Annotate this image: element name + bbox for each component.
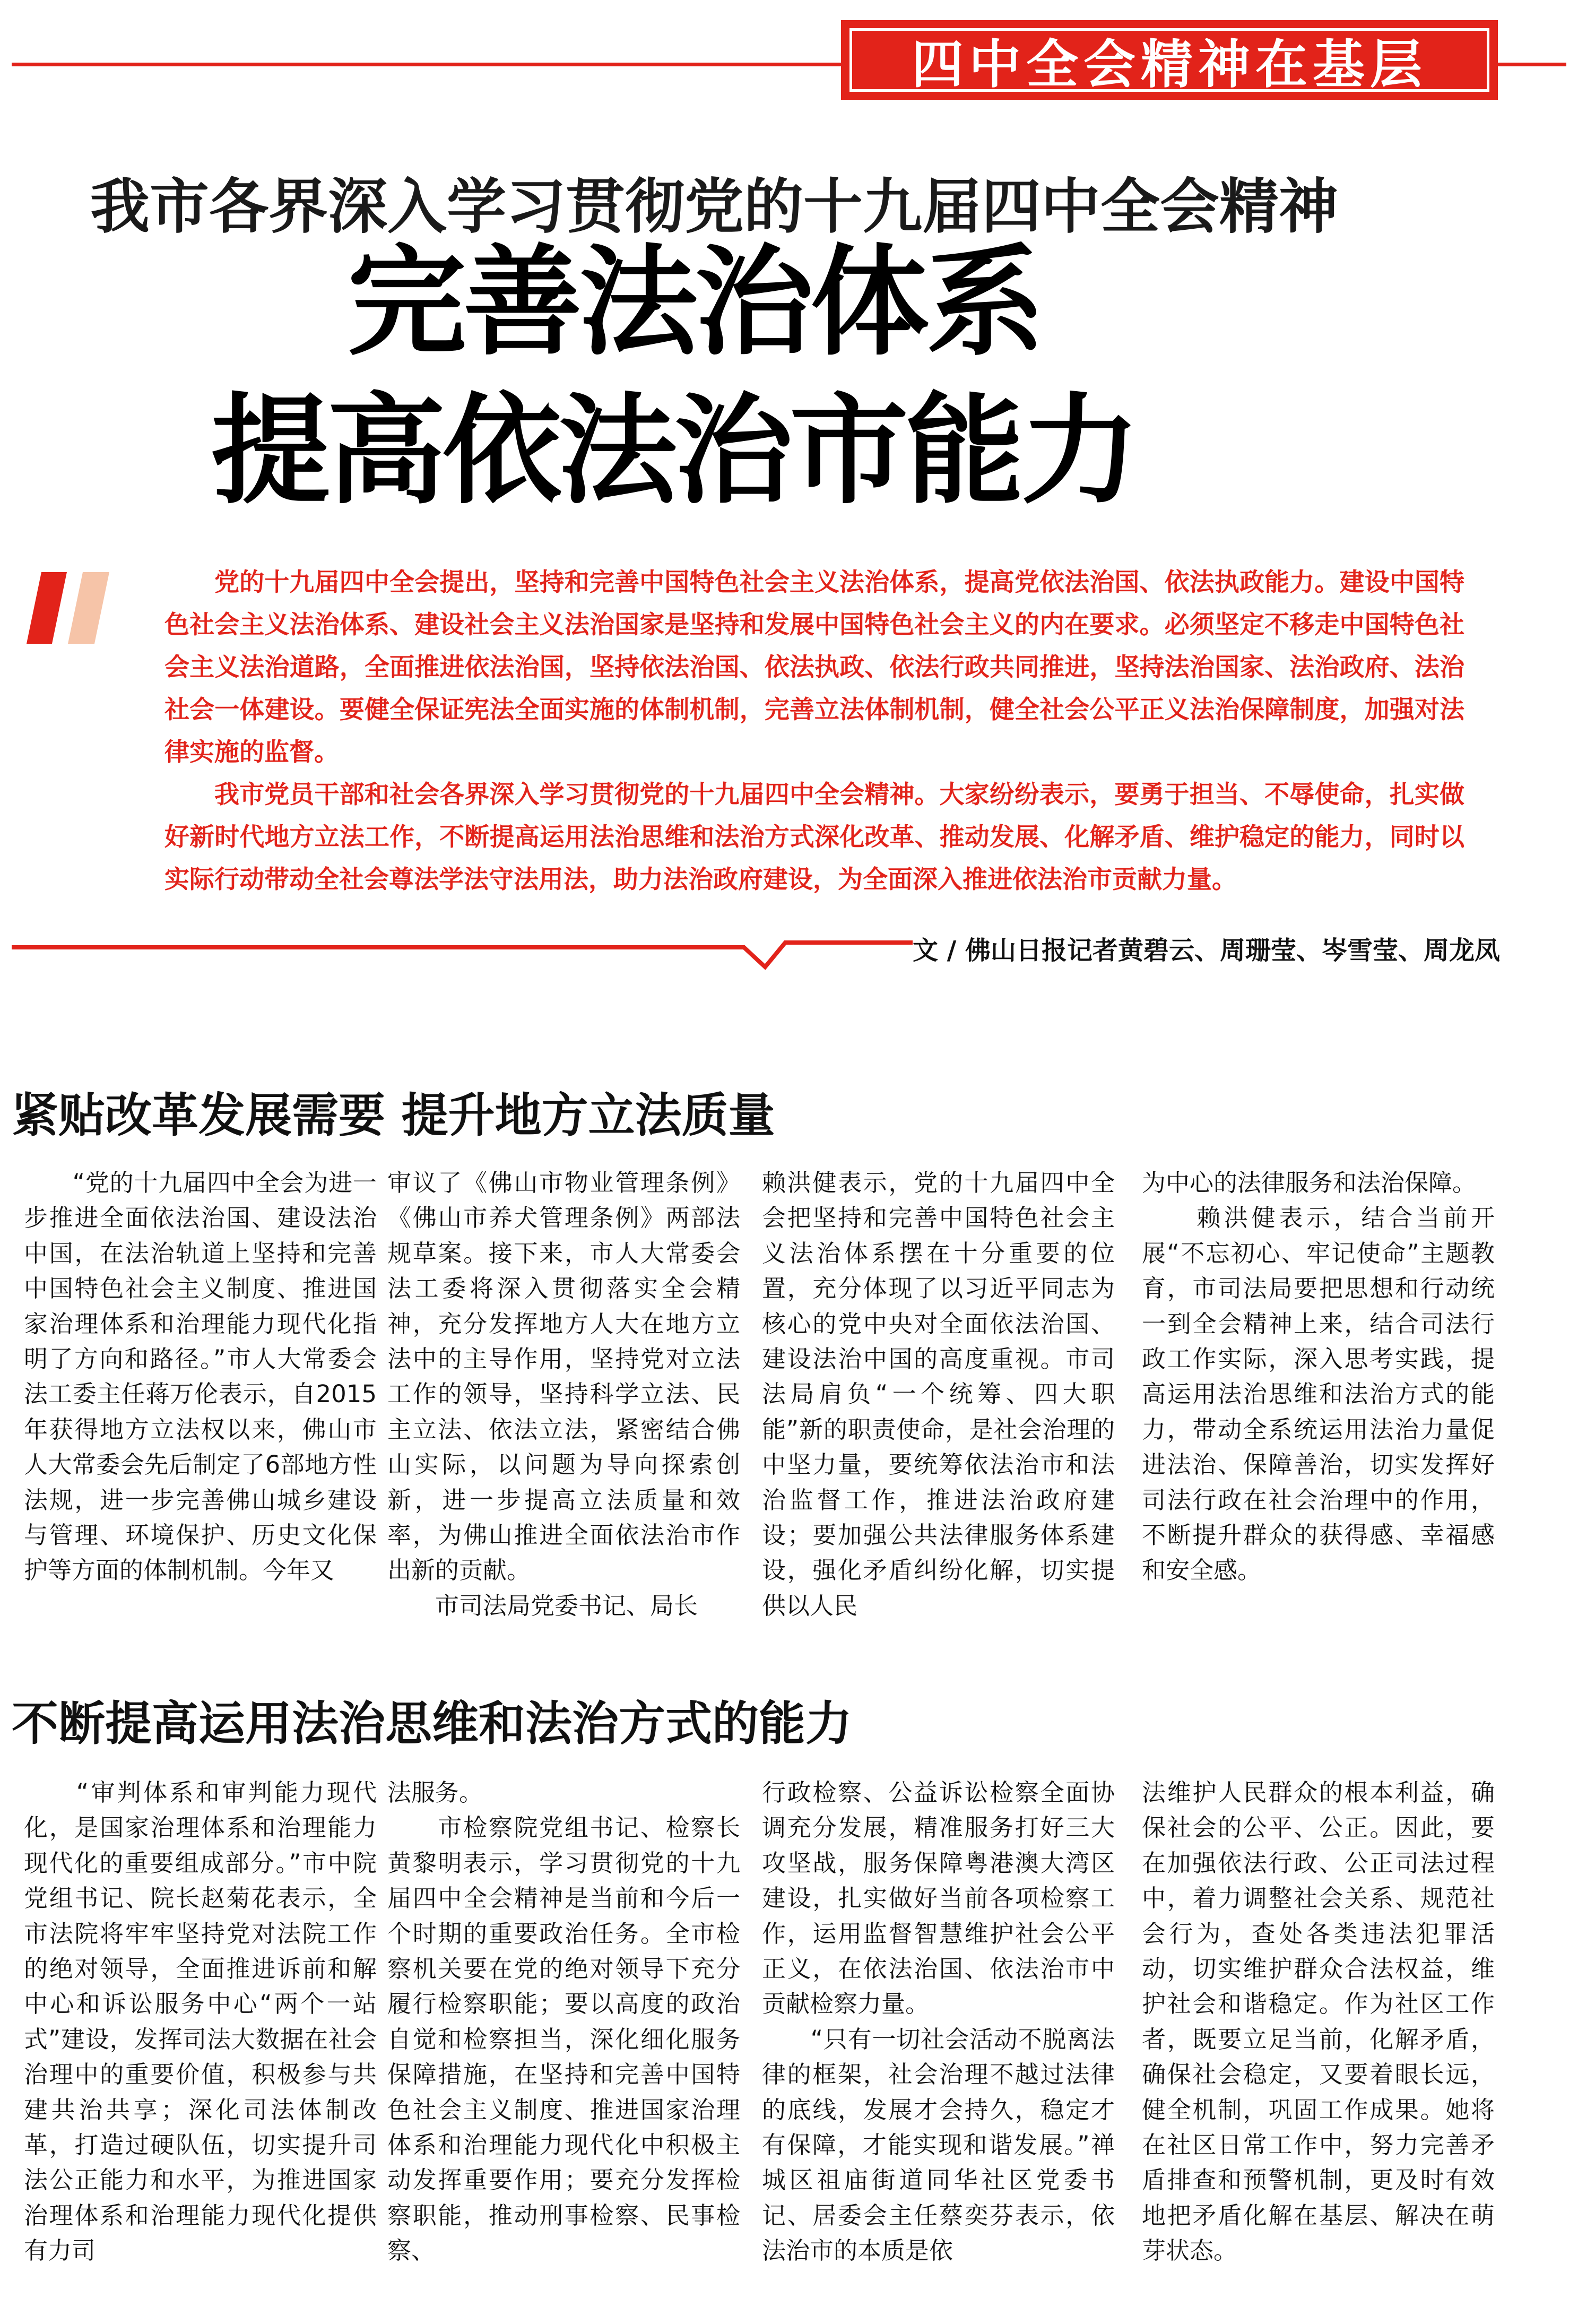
article-column: 为中心的法律服务和法治保障。 赖洪健表示，结合当前开展“不忘初心、牢记使命”主题教育，市司法局要把思想和行动统一到全会精神上来，结合司法行政工作实际，深入思考实践，提高运用法治思维和法治方式的能力，带动全系统运用法治力量促进法治、保障善治，切实发挥好司法行政在社会治理中的作用，不断提升群众的获得感、幸福感和安全感。 (1142, 1169, 1495, 1585)
lead-summary (164, 561, 1464, 901)
article-column: “党的十九届四中全会为进一步推进全面依法治国、建设法治中国，在法治轨道上坚持和完善中国特色社会主义制度、推进国家治理体系和治理能力现代化指明了方向和路径。”市人大常委会法工委主任蒋万伦表示，自2015年获得地方立法权以来，佛山市人大常委会先后制定了6部地方性法规，进一步完善佛山城乡建设与管理、环境保护、历史文化保护等方面的体制机制。今年又 (24, 1169, 377, 1585)
lead-paragraph: 党的十九届四中全会提出，坚持和完善中国特色社会主义法治体系，提高党依法治国、依法执政能力。建设中国特色社会主义法治体系、建设社会主义法治国家是坚持和发展中国特色社会主义的内在要求。必须坚定不移走中国特色社会主义法治道路，全面推进依法治国，坚持依法治国、依法执政、依法行政共同推进，坚持法治国家、法治政府、法治社会一体建设。要健全保证宪法全面实施的体制机制，完善立法体制机制，健全社会公平正义法治保障制度，加强对法律实施的监督。 (164, 568, 1464, 767)
article-column: 法服务。 市检察院党组书记、检察长黄黎明表示，学习贯彻党的十九届四中全会精神是当前和今后一个时期的重要政治任务。全市检察机关要在党的绝对领导下充分履行检察职能；要以高度的政治自觉和检察担当，深化细化服务保障措施，在坚持和完善中国特色社会主义制度、推进国家治理体系和治理能力现代化中积极主动发挥重要作用；要充分发挥检察职能，推动刑事检察、民事检察、 (387, 1778, 740, 2265)
section-title: 紧贴改革发展需要 提升地方立法质量 (12, 1088, 775, 1143)
kicker-title: 我市各界深入学习贯彻党的十九届四中全会精神 (90, 172, 1338, 241)
section-title: 不断提高运用法治思维和法治方式的能力 (12, 1696, 853, 1751)
section-band (841, 20, 1498, 100)
byline: 文 / 佛山日报记者黄碧云、周珊莹、岑雪莹、周龙凤 (913, 936, 1500, 965)
quote-mark-icon (25, 567, 121, 646)
section-band-label: 四中全会精神在基层 (849, 28, 1489, 92)
article-column: “审判体系和审判能力现代化，是国家治理体系和治理能力现代化的重要组成部分。”市中院党组书记、院长赵菊花表示，全市法院将牢牢坚持党对法院工作的绝对领导，全面推进诉前和解中心和诉讼服务中心“两个一站式”建设，发挥司法大数据在社会治理中的重要价值，积极参与共建共治共享；深化司法体制改革，打造过硬队伍，切实提升司法公正能力和水平，为推进国家治理体系和治理能力现代化提供有力司 (24, 1778, 377, 2265)
article-column: 法维护人民群众的根本利益，确保社会的公平、公正。因此，要在加强依法行政、公正司法过程中，着力调整社会关系、规范社会行为，查处各类违法犯罪活动，切实维护群众合法权益，维护社会和谐稳定。作为社区工作者，既要立足当前，化解矛盾，确保社会稳定，又要着眼长远，健全机制，巩固工作成果。她将在社区日常工作中，努力完善矛盾排查和预警机制，更及时有效地把矛盾化解在基层、解决在萌芽状态。 (1142, 1778, 1495, 2265)
article-column: 行政检察、公益诉讼检察全面协调充分发展，精准服务打好三大攻坚战，服务保障粤港澳大湾区建设，扎实做好当前各项检察工作，运用监督智慧维护社会公平正义，在依法治国、依法治市中贡献检察力量。 “只有一切社会活动不脱离法律的框架，社会治理不越过法律的底线，发展才会持久，稳定才有保障，才能实现和谐发展。”禅城区祖庙街道同华社区党委书记、居委会主任蔡奕芬表示，依法治市的本质是依 (762, 1778, 1115, 2265)
headline-line-1: 完善法治体系 (348, 233, 1042, 372)
article-column: 审议了《佛山市物业管理条例》《佛山市养犬管理条例》两部法规草案。接下来，市人大常委会法工委将深入贯彻落实全会精神，充分发挥地方人大在地方立法中的主导作用，坚持党对立法工作的领导，坚持科学立法、民主立法、依法立法，紧密结合佛山实际，以问题为导向探索创新，进一步提高立法质量和效率，为佛山推进全面依法治市作出新的贡献。 市司法局党委书记、局长 (387, 1169, 740, 1620)
lead-paragraph: 我市党员干部和社会各界深入学习贯彻党的十九届四中全会精神。大家纷纷表示，要勇于担当、不辱使命，扎实做好新时代地方立法工作，不断提高运用法治思维和法治方式深化改革、推动发展、化解矛盾、维护稳定的能力，同时以实际行动带动全社会尊法学法守法用法，助力法治政府建设，为全面深入推进依法治市贡献力量。 (164, 780, 1464, 894)
article-column: 赖洪健表示，党的十九届四中全会把坚持和完善中国特色社会主义法治体系摆在十分重要的位置，充分体现了以习近平同志为核心的党中央对全面依法治国、建设法治中国的高度重视。市司法局肩负“一个统筹、四大职能”新的职责使命，是社会治理的中坚力量，要统筹依法治市和法治监督工作，推进法治政府建设；要加强公共法律服务体系建设，强化矛盾纠纷化解，切实提供以人民 (762, 1169, 1115, 1620)
headline-line-2: 提高依法治市能力 (211, 382, 1137, 520)
